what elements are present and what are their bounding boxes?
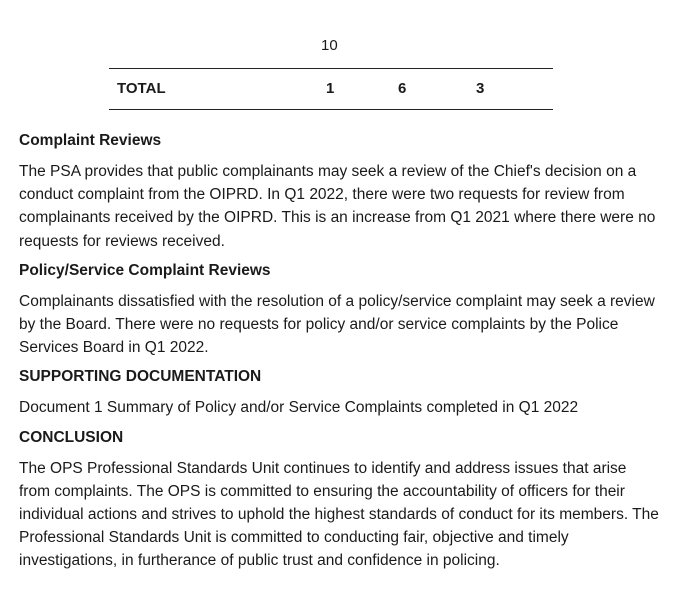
conclusion-heading: CONCLUSION — [19, 428, 124, 446]
table-row — [109, 30, 553, 69]
supporting-documentation-heading: SUPPORTING DOCUMENTATION — [19, 368, 262, 386]
total-cell: 3 — [476, 80, 485, 97]
table-cell: 10 — [321, 37, 338, 54]
conclusion-paragraph: The OPS Professional Standards Unit continues to identify and address issues that arise from complaints. The OPS is committed to ensuring the accountability of officers for their individual actions and strives to uphold the highest standards of conduct for its members. The Professional Standards Unit is committed to conducting fair, objective and timely investigations, in furtherance of public trust and confidence in policing. — [19, 459, 659, 570]
supporting-documentation-paragraph: Document 1 Summary of Policy and/or Service Complaints completed in Q1 2022 — [19, 399, 579, 417]
document-body — [19, 130, 659, 573]
complaints-table — [109, 30, 553, 110]
complaint-reviews-paragraph: The PSA provides that public complainants may seek a review of the Chief's decision on a conduct complaint from the OIPRD. In Q1 2022, there were two requests for review from complainants received by the OIPRD. This is an increase from Q1 2021 where there were no requests for reviews received. — [19, 163, 656, 250]
complaint-reviews-heading: Complaint Reviews — [19, 132, 162, 149]
total-cell: 1 — [326, 80, 335, 97]
total-label: TOTAL — [117, 80, 166, 97]
policy-reviews-paragraph: Complainants dissatisfied with the resolution of a policy/service complaint may seek a review by the Board. There were no requests for policy and/or service complaints by the Police Services Board in Q1 2022. — [19, 292, 655, 357]
total-cell: 6 — [398, 80, 407, 97]
total-row — [109, 69, 553, 110]
policy-reviews-heading: Policy/Service Complaint Reviews — [19, 261, 271, 279]
